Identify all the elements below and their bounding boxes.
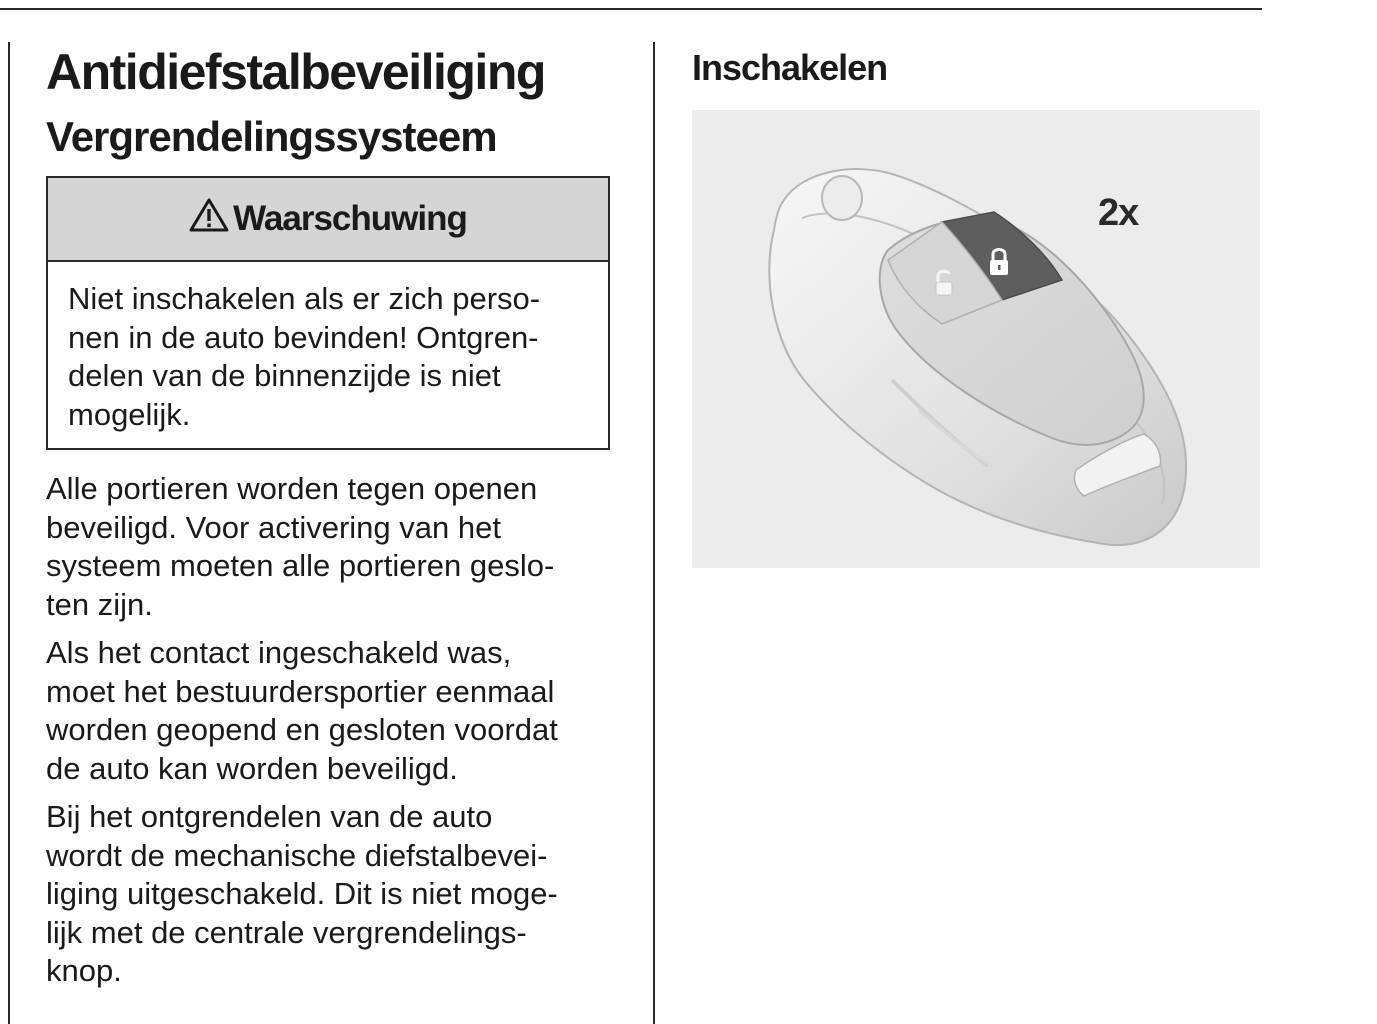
paragraph-line: worden geopend en gesloten voordat bbox=[46, 712, 558, 747]
paragraph-line: liging uitgeschakeld. Dit is niet moge- bbox=[46, 876, 558, 911]
key-fob-illustration bbox=[692, 110, 1260, 568]
paragraph-line: beveiligd. Voor activering van het bbox=[46, 509, 501, 545]
left-column bbox=[46, 40, 616, 991]
left-column-rule bbox=[8, 42, 10, 1024]
section-title: Vergrendelingssysteem bbox=[46, 113, 497, 160]
paragraph-line: Bij het ontgrendelen van de auto bbox=[46, 799, 493, 834]
key-fob-drawing bbox=[692, 110, 1260, 568]
paragraph-line: moet het bestuurdersportier eenmaal bbox=[46, 673, 555, 709]
warning-line: nen in de auto bevinden! Ontgren- bbox=[68, 319, 539, 355]
paragraph-line: ten zijn. bbox=[46, 586, 153, 622]
warning-box bbox=[46, 176, 610, 450]
warning-header bbox=[48, 178, 608, 262]
paragraph-line: Als het contact ingeschakeld was, bbox=[46, 635, 512, 670]
page-title: Antidiefstalbeveiliging bbox=[46, 44, 545, 100]
paragraph-ignition bbox=[46, 634, 616, 788]
warning-triangle-icon bbox=[189, 198, 229, 241]
top-rule bbox=[0, 8, 1262, 10]
warning-heading: Waarschuwing bbox=[233, 199, 467, 238]
warning-line: mogelijk. bbox=[68, 396, 191, 432]
warning-line: Niet inschakelen als er zich perso- bbox=[68, 281, 541, 316]
press-count-label: 2x bbox=[1098, 192, 1139, 234]
warning-text bbox=[48, 262, 608, 448]
column-divider bbox=[653, 42, 655, 1024]
paragraph-line: wordt de mechanische diefstalbevei- bbox=[46, 837, 548, 873]
paragraph-line: knop. bbox=[46, 953, 122, 988]
paragraph-line: Alle portieren worden tegen openen bbox=[46, 471, 538, 506]
subsection-title: Inschakelen bbox=[692, 47, 888, 88]
right-column bbox=[692, 40, 1260, 568]
paragraph-doors bbox=[46, 470, 616, 624]
paragraph-line: lijk met de centrale vergrendelings- bbox=[46, 914, 527, 950]
paragraph-line: systeem moeten alle portieren geslo- bbox=[46, 548, 555, 583]
paragraph-line: de auto kan worden beveiligd. bbox=[46, 750, 458, 786]
paragraph-unlock bbox=[46, 798, 616, 991]
warning-line: delen van de binnenzijde is niet bbox=[68, 358, 501, 393]
